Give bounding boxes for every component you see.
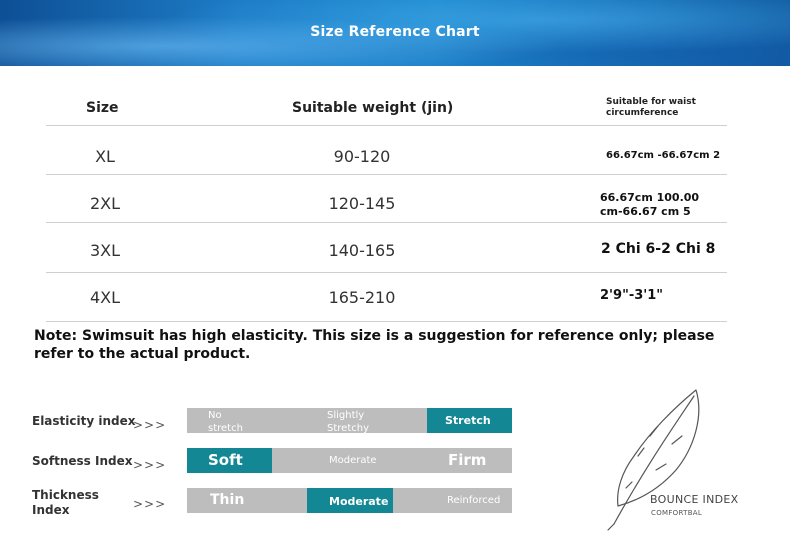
row-size: 2XL	[89, 194, 121, 213]
thickness-option-reinforced: Reinforced	[447, 495, 501, 506]
size-note: Note: Swimsuit has high elasticity. This size is a suggestion for reference only; please refer to the actual product.	[34, 328, 715, 362]
table-divider	[46, 272, 727, 273]
row-weight: 140-165	[328, 241, 396, 260]
header-size: Size	[86, 100, 119, 116]
table-divider	[46, 174, 727, 175]
row-weight: 120-145	[328, 194, 396, 213]
row-waist: 2'9"-3'1"	[600, 288, 664, 303]
softness-option-soft: Soft	[187, 448, 272, 473]
header-weight: Suitable weight (jin)	[292, 100, 454, 116]
row-waist: 66.67cm -66.67cm 2	[606, 150, 721, 161]
brand-tagline: COMFORTBAL	[651, 509, 703, 517]
row-waist: 2 Chi 6-2 Chi 8	[601, 241, 716, 257]
header-banner	[0, 0, 790, 66]
elasticity-label: Elasticity index	[32, 414, 136, 428]
table-divider	[46, 222, 727, 223]
banner-title: Size Reference Chart	[310, 24, 480, 40]
thickness-option-moderate: Moderate	[307, 488, 393, 513]
arrows-icon: >>>	[133, 418, 167, 432]
softness-bar	[187, 448, 512, 473]
elasticity-bar	[187, 408, 512, 433]
softness-label: Softness Index	[32, 454, 133, 468]
brand-name: BOUNCE INDEX	[650, 493, 739, 506]
row-waist: 66.67cm 100.00 cm-66.67 cm 5	[600, 191, 700, 218]
arrows-icon: >>>	[133, 458, 167, 472]
row-size: 3XL	[89, 241, 121, 260]
thickness-option-thin: Thin	[210, 492, 245, 508]
row-size: XL	[95, 147, 115, 166]
thickness-bar	[187, 488, 512, 513]
row-weight: 165-210	[328, 288, 396, 307]
table-divider	[46, 125, 727, 126]
row-weight: 90-120	[333, 147, 391, 166]
header-waist: Suitable for waist circumference	[606, 97, 696, 118]
thickness-label: Thickness Index	[32, 488, 99, 517]
row-size: 4XL	[89, 288, 121, 307]
softness-option-firm: Firm	[448, 451, 487, 469]
elasticity-option-no-stretch: No stretch	[208, 410, 243, 434]
elasticity-option-stretch: Stretch	[427, 408, 512, 433]
softness-option-moderate: Moderate	[329, 455, 377, 466]
arrows-icon: >>>	[133, 497, 167, 511]
table-divider	[46, 321, 727, 322]
elasticity-option-slightly-stretchy: Slightly Stretchy	[327, 410, 369, 434]
